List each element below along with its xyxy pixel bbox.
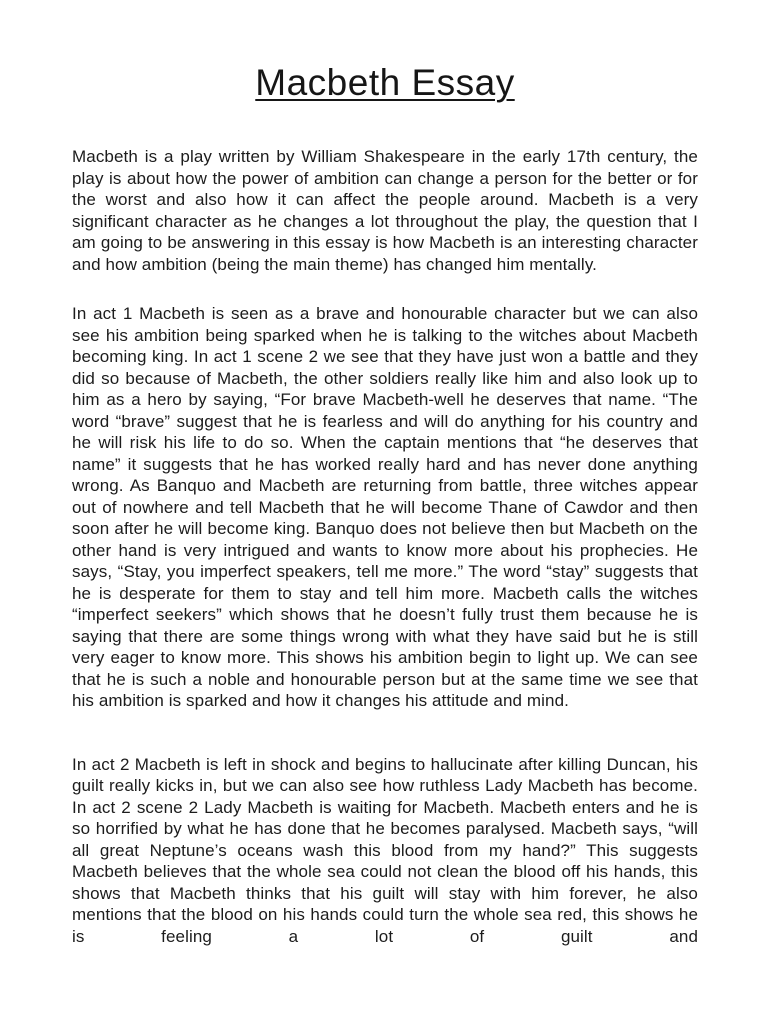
essay-paragraph-intro: Macbeth is a play written by William Shakespeare in the early 17th century, the play is about how the power of ambition can change a person for the better or for the worst and also how it can affect the people around. Macbeth is a very significant character as he changes a lot throughout the play, the question that I am going to be answering in this essay is how Macbeth is an interesting character and how ambition (being the main theme) has changed him mentally. xyxy=(72,147,698,274)
essay-paragraph-act1: In act 1 Macbeth is seen as a brave and honourable character but we can also see his ambition being sparked when he is talking to the witches about Macbeth becoming king. In act 1 scene 2 we see that they have just won a battle and they did so because of Macbeth, the other soldiers really like him and also look up to him as a hero by saying, “For brave Macbeth-well he deserves that name. “The word “brave” suggest that he is fearless and will do anything for his country and he will risk his life to do so. When the captain mentions that “he deserves that name” it suggests that he has worked really hard and has never done anything wrong. As Banquo and Macbeth are returning from battle, three witches appear out of nowhere and tell Macbeth that he will become Thane of Cawdor and then soon after he will become king. Banquo does not believe then but Macbeth on the other hand is very intrigued and wants to know more about his prophecies. He says, “Stay, you imperfect speakers, tell me more.” The word “stay” suggests that he is desperate for them to stay and tell him more. Macbeth calls the witches “imperfect seekers” which shows that he doesn’t fully trust them because he is saying that there are some things wrong with what they have said but he is still very eager to know more. This shows his ambition begin to light up. We can see that he is such a noble and honourable person but at the same time we see that his ambition is sparked and how it changes his attitude and mind. xyxy=(72,304,698,710)
essay-title: Macbeth Essay xyxy=(255,62,515,103)
essay-paragraph-act2: In act 2 Macbeth is left in shock and begins to hallucinate after killing Duncan, his guilt really kicks in, but we can also see how ruthless Lady Macbeth has become. In act 2 scene 2 Lady Macbeth is waiting for Macbeth. Macbeth enters and he is so horrified by what he has done that he becomes paralysed. Macbeth says, “will all great Neptune’s oceans wash this blood from my hand?” This suggests Macbeth believes that the whole sea could not clean the blood off his hands, this shows that Macbeth thinks that his guilt will stay with him forever, he also mentions that the blood on his hands could turn the whole sea red, this shows he is feeling a lot of guilt and xyxy=(72,754,698,946)
